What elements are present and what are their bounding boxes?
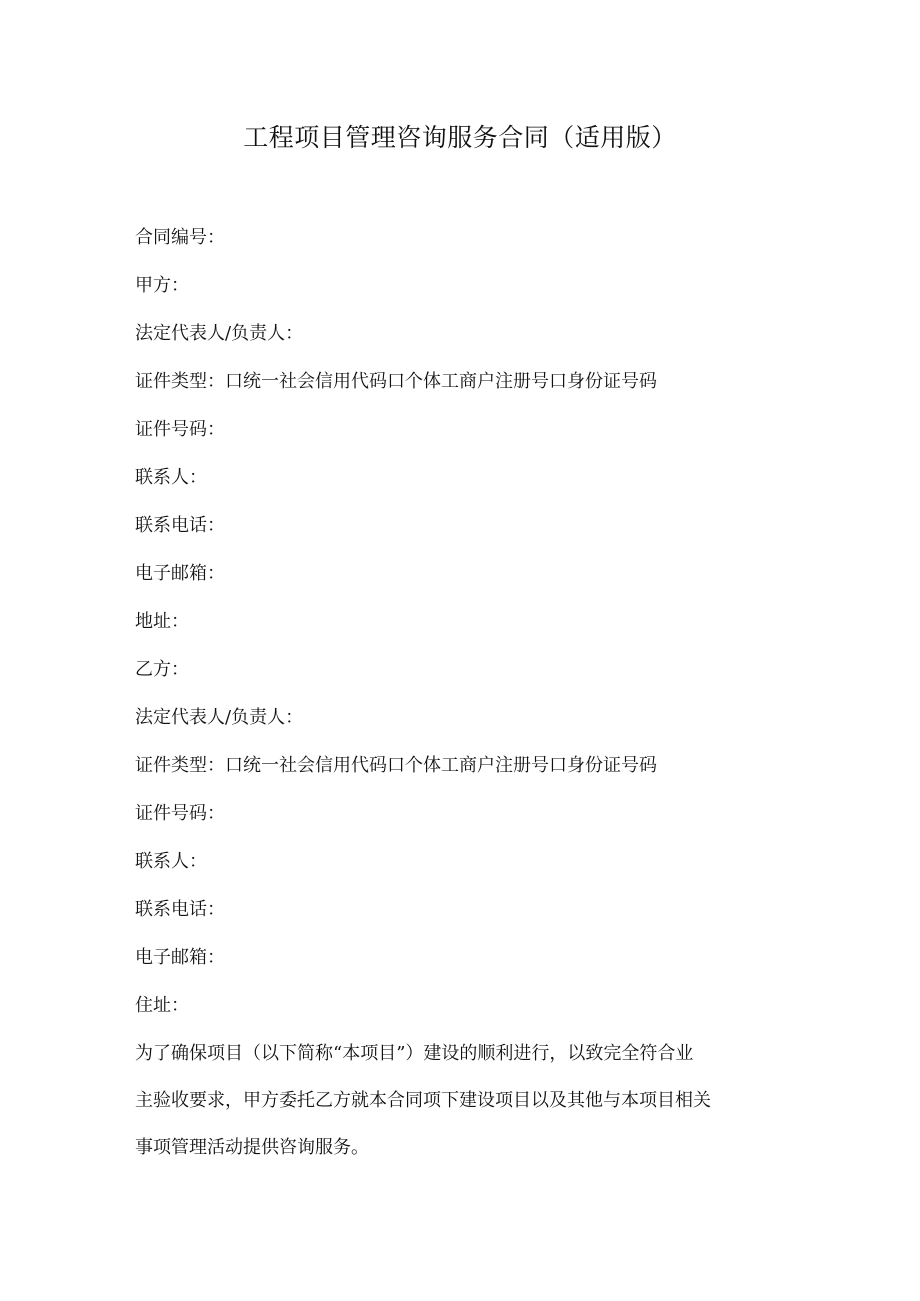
field-label: 联系电话： [135, 899, 225, 920]
field-party-a-contact [135, 454, 795, 502]
field-label: 法定代表人/负责人： [135, 323, 304, 344]
field-contract-number [135, 214, 795, 262]
field-label: 法定代表人/负责人： [135, 707, 304, 728]
field-value: 口统一社会信用代码口个体工商户注册号口身份证号码 [225, 371, 657, 392]
field-party-a-phone [135, 502, 795, 550]
field-label: 地址： [135, 611, 189, 632]
field-label: 合同编号： [135, 227, 225, 248]
field-party-b-id-type [135, 742, 795, 790]
field-party-b-email [135, 934, 795, 982]
paragraph-line: 事项管理活动提供咨询服务。 [135, 1137, 369, 1158]
field-label: 联系人： [135, 467, 207, 488]
paragraph-line: 主验收要求，甲方委托乙方就本合同项下建设项目以及其他与本项目相关 [135, 1090, 711, 1111]
field-label: 电子邮箱： [135, 563, 225, 584]
field-party-a-id-type [135, 358, 795, 406]
purpose-paragraph [135, 1030, 795, 1171]
field-party-b-representative [135, 694, 795, 742]
field-party-b-phone [135, 886, 795, 934]
field-label: 乙方： [135, 659, 189, 680]
field-party-b-contact [135, 838, 795, 886]
field-label: 住址： [135, 995, 189, 1016]
field-label: 联系人： [135, 851, 207, 872]
document-title: 工程项目管理咨询服务合同（适用版） [243, 123, 677, 152]
field-party-a-email [135, 550, 795, 598]
field-value: 口统一社会信用代码口个体工商户注册号口身份证号码 [225, 755, 657, 776]
field-label: 证件号码： [135, 803, 225, 824]
paragraph-line: 为了确保项目（以下简称“本项目”）建设的顺利进行，以致完全符合业 [135, 1043, 694, 1064]
field-party-b-id-number [135, 790, 795, 838]
field-party-a-id-number [135, 406, 795, 454]
field-party-a-address [135, 598, 795, 646]
field-label: 电子邮箱： [135, 947, 225, 968]
field-label: 证件号码： [135, 419, 225, 440]
party-fields [135, 214, 795, 1030]
field-label: 甲方： [135, 275, 189, 296]
field-party-b-address [135, 982, 795, 1030]
field-label: 证件类型： [135, 371, 225, 392]
field-party-b [135, 646, 795, 694]
field-party-a-representative [135, 310, 795, 358]
field-label: 证件类型： [135, 755, 225, 776]
field-label: 联系电话： [135, 515, 225, 536]
field-party-a [135, 262, 795, 310]
